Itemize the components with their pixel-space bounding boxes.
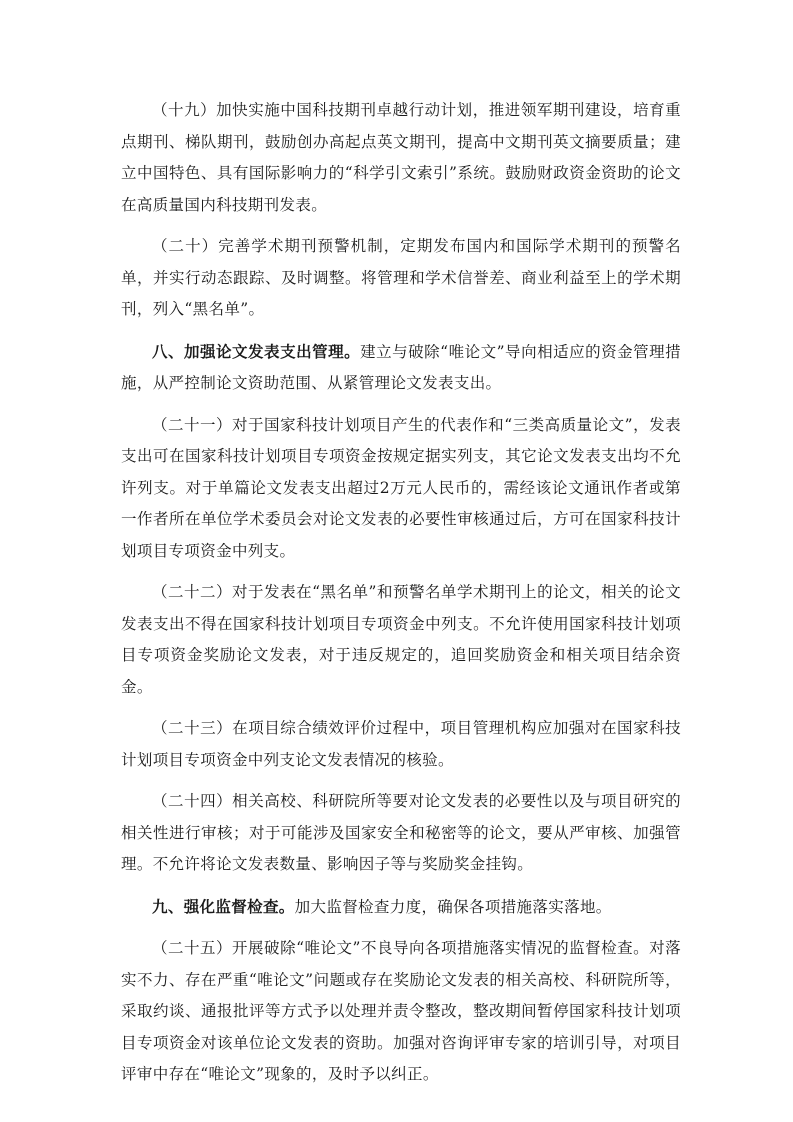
paragraph-text: 加大监督检查力度，确保各项措施落实落地。 [294,897,612,916]
paragraph-24 [121,786,681,881]
paragraph-20 [121,231,681,326]
section-8-paragraph [121,336,681,400]
paragraph-text: （二十二）对于发表在“黑名单”和预警名单学术期刊上的论文，相关的论文发表支出不得在国家科技计划项目专项资金中列支。不允许使用国家科技计划项目专项资金奖励论文发表，对于违反规定的，追回奖励资金和相关项目结余资金。 [121,583,681,696]
paragraph-21 [121,410,681,568]
section-heading: 八、加强论文发表支出管理。 [152,341,361,361]
paragraph-25 [121,933,681,1091]
paragraph-19 [121,95,681,221]
paragraph-22 [121,577,681,703]
paragraph-text: （二十）完善学术期刊预警机制，定期发布国内和国际学术期刊的预警名单，并实行动态跟踪、及时调整。将管理和学术信誉差、商业利益至上的学术期刊，列入“黑名单”。 [121,237,681,318]
paragraph-text: （二十一）对于国家科技计划项目产生的代表作和“三类高质量论文”，发表支出可在国家科技计划项目专项资金按规定据实列支，其它论文发表支出均不允许列支。对于单篇论文发表支出超过2万元人民币的，需经该论文通讯作者或第一作者所在单位学术委员会对论文发表的必要性审核通过后，方可在国家科技计划项目专项资金中列支。 [121,415,681,560]
paragraph-23 [121,713,681,776]
document-body [121,95,681,1101]
paragraph-text: 建立与破除“唯论文”导向相适应的资金管理措施，从严控制论文资助范围、从紧管理论文发表支出。 [121,342,681,392]
paragraph-text: （十九）加快实施中国科技期刊卓越行动计划，推进领军期刊建设，培育重点期刊、梯队期刊，鼓励创办高起点英文期刊，提高中文期刊英文摘要质量；建立中国特色、具有国际影响力的“科学引文索引”系统。鼓励财政资金资助的论文在高质量国内科技期刊发表。 [121,101,681,214]
paragraph-text: （二十四）相关高校、科研院所等要对论文发表的必要性以及与项目研究的相关性进行审核；对于可能涉及国家安全和秘密等的论文，要从严审核、加强管理。不允许将论文发表数量、影响因子等与奖励奖金挂钩。 [121,792,681,873]
paragraph-text: （二十五）开展破除“唯论文”不良导向各项措施落实情况的监督检查。对落实不力、存在严重“唯论文”问题或存在奖励论文发表的相关高校、科研院所等，采取约谈、通报批评等方式予以处理并责令整改，整改期间暂停国家科技计划项目专项资金对该单位论文发表的资助。加强对咨询评审专家的培训引导，对项目评审中存在“唯论文”现象的，及时予以纠正。 [121,939,681,1083]
section-heading: 九、强化监督检查。 [152,896,295,916]
paragraph-text: （二十三）在项目综合绩效评价过程中，项目管理机构应加强对在国家科技计划项目专项资金中列支论文发表情况的核验。 [121,719,681,769]
section-9-paragraph [121,891,681,924]
